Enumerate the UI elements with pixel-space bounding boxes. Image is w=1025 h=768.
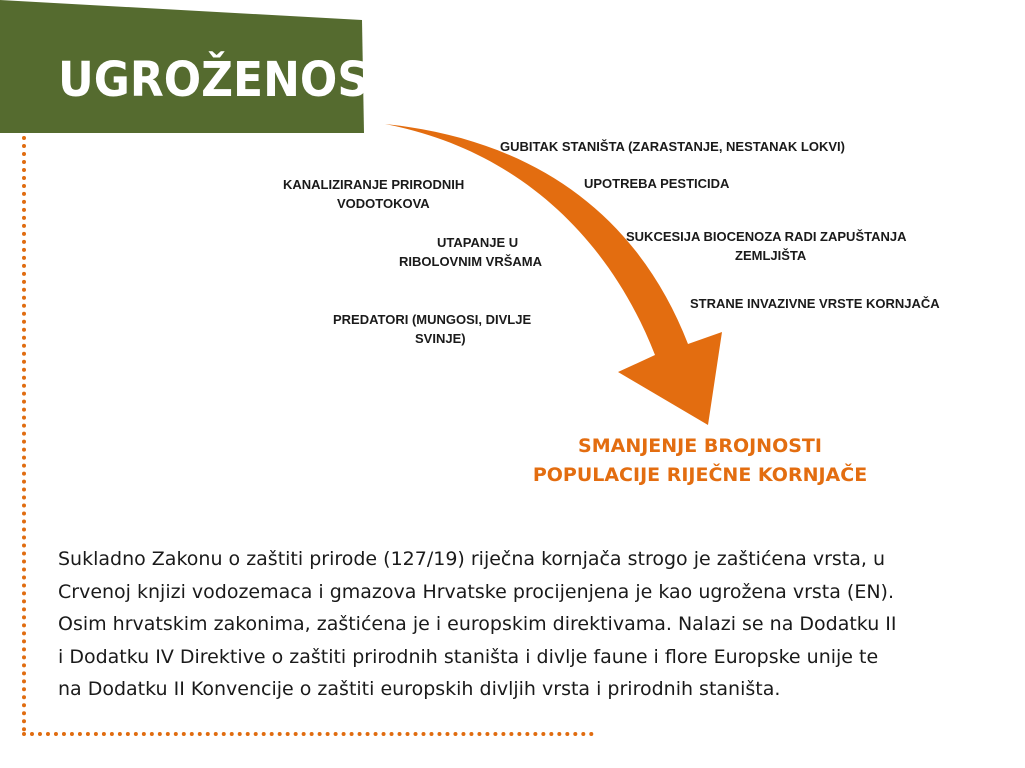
result-text: SMANJENJE BROJNOSTI POPULACIJE RIJEČNE KORNJAČE [532,435,868,486]
cause-utapanje: UTAPANJE U RIBOLOVNIM VRŠAMA [399,235,542,269]
body-paragraph [58,543,988,706]
cause-gubitak-stanista: GUBITAK STANIŠTA (ZARASTANJE, NESTANAK LOKVI) [500,139,845,154]
body-line: na Dodatku II Konvencije o zaštiti europskih divljih vrsta i prirodnih staništa. [58,678,781,700]
cause-pesticidi: UPOTREBA PESTICIDA [584,176,730,191]
cause-sukcesija: SUKCESIJA BIOCENOZA RADI ZAPUŠTANJA ZEMLJIŠTA [626,229,907,263]
body-line: i Dodatku IV Direktive o zaštiti prirodnih staništa i divlje faune i flore Europske unije te [58,645,879,668]
body-line: Sukladno Zakonu o zaštiti prirode (127/19) riječna kornjača strogo je zaštićena vrsta, u [58,548,885,570]
cause-predatori: PREDATORI (MUNGOSI, DIVLJE SVINJE) [333,312,532,346]
body-line: Osim hrvatskim zakonima, zaštićena je i europskim direktivama. Nalazi se na Dodatku II [58,613,897,635]
body-line: Crvenoj knjizi vodozemaca i gmazova Hrvatske procijenjena je kao ugrožena vrsta (EN). [58,580,894,603]
cause-kanaliziranje: KANALIZIRANJE PRIRODNIH VODOTOKOVA [283,177,465,211]
cause-invazivne-vrste: STRANE INVAZIVNE VRSTE KORNJAČA [690,296,940,311]
page-title: UGROŽENOST [58,52,400,109]
